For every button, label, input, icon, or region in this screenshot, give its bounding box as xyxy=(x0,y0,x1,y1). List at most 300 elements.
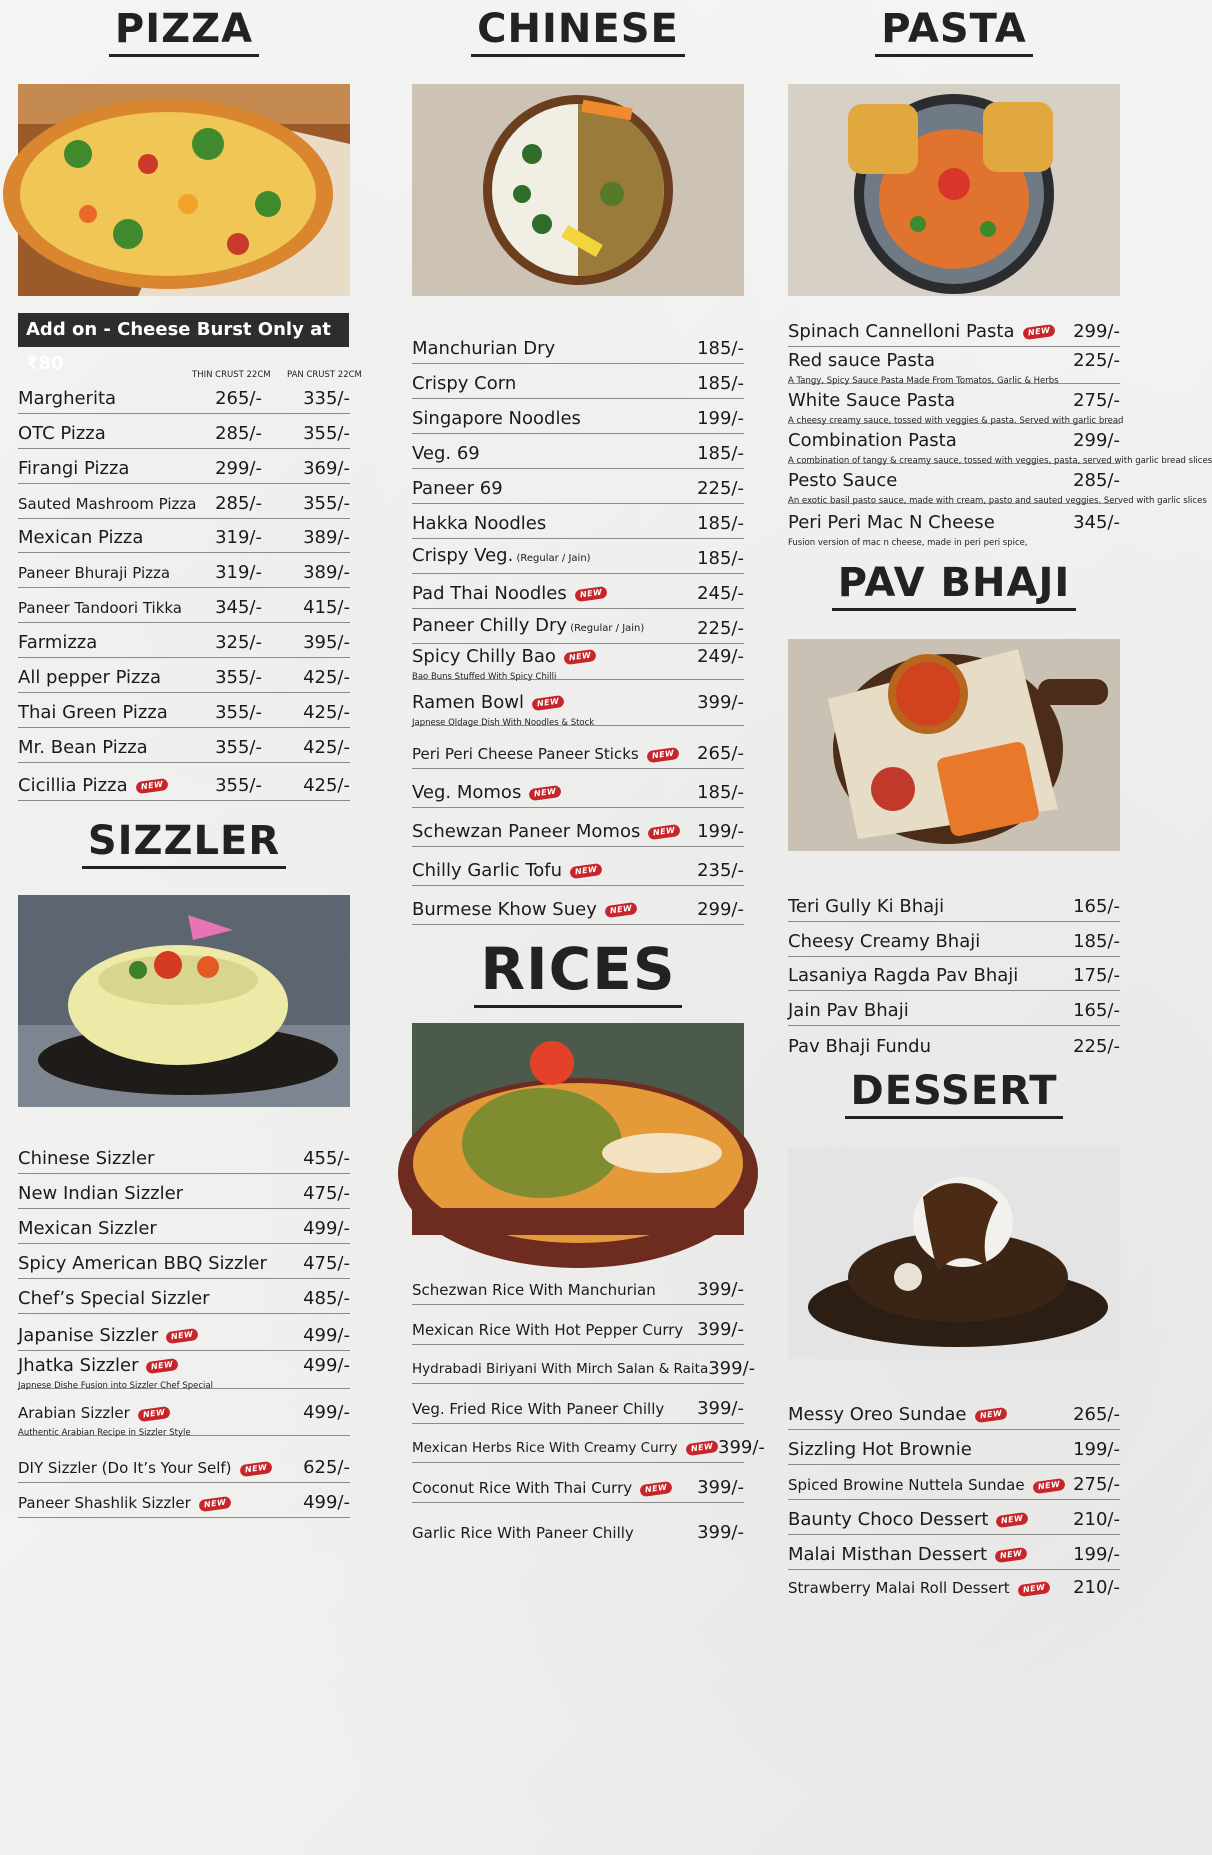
item-name-text: Paneer 69 xyxy=(412,478,503,499)
rices-item xyxy=(412,1310,744,1345)
item-name xyxy=(412,373,697,395)
item-name xyxy=(788,1439,1073,1461)
item-price: 199/- xyxy=(697,821,744,842)
item-name xyxy=(412,743,697,765)
item-name-text: Peri Peri Mac N Cheese xyxy=(788,512,995,533)
pan-crust-price: 425/- xyxy=(303,667,350,688)
item-price: 299/- xyxy=(697,899,744,920)
item-name-text: Mr. Bean Pizza xyxy=(18,737,148,758)
dessert-item xyxy=(788,1395,1120,1430)
item-name-text: Messy Oreo Sundae xyxy=(788,1404,967,1425)
item-name-text: Mexican Sizzler xyxy=(18,1218,157,1239)
pizza-item xyxy=(18,766,350,801)
item-name-text: Paneer Chilly Dry xyxy=(412,615,568,636)
item-name xyxy=(412,692,697,714)
sizzler-item xyxy=(18,1353,350,1389)
item-name-text: Hakka Noodles xyxy=(412,513,547,534)
item-name-text: Coconut Rice With Thai Curry xyxy=(412,1479,633,1497)
item-price: 225/- xyxy=(1073,1036,1120,1057)
item-description: Bao Buns Stuffed With Spicy Chilli xyxy=(412,672,557,682)
rices-item xyxy=(412,1428,765,1463)
rices-item xyxy=(412,1270,744,1305)
item-price: 249/- xyxy=(697,646,744,667)
pan-crust-price: 369/- xyxy=(303,458,350,479)
item-name-text: Mexican Pizza xyxy=(18,527,144,548)
thin-crust-price: 355/- xyxy=(215,737,262,758)
addon-banner: Add on - Cheese Burst Only at ₹80 xyxy=(18,313,349,347)
pavbhaji-item xyxy=(788,887,1120,922)
chinese-item xyxy=(412,609,744,644)
item-price: 475/- xyxy=(303,1183,350,1204)
chinese-item xyxy=(412,364,744,399)
item-price: 199/- xyxy=(697,408,744,429)
item-name-text: Mexican Rice With Hot Pepper Curry xyxy=(412,1321,684,1339)
item-name xyxy=(18,737,202,759)
thin-crust-header: THIN CRUST 22CM xyxy=(192,370,271,380)
item-name xyxy=(788,350,1073,372)
pan-crust-price: 355/- xyxy=(303,493,350,514)
item-price: 275/- xyxy=(1073,1474,1120,1495)
pan-crust-price: 389/- xyxy=(303,562,350,583)
item-name xyxy=(412,615,697,640)
rices-item xyxy=(412,1468,744,1503)
new-badge-icon: NEW xyxy=(529,785,563,801)
pasta-item xyxy=(788,388,1124,426)
item-name-text: Lasaniya Ragda Pav Bhaji xyxy=(788,965,1019,986)
item-name xyxy=(412,782,697,804)
sizzler-item xyxy=(18,1244,350,1279)
item-price: 199/- xyxy=(1073,1544,1120,1565)
rices-item xyxy=(412,1389,744,1424)
item-price: 199/- xyxy=(1073,1439,1120,1460)
pavbhaji-item xyxy=(788,956,1120,991)
item-name xyxy=(788,390,1073,412)
sizzler-item xyxy=(18,1316,350,1351)
thin-crust-price: 345/- xyxy=(215,597,262,618)
pizza-item xyxy=(18,553,350,588)
new-badge-icon: NEW xyxy=(974,1407,1008,1423)
new-badge-icon: NEW xyxy=(531,695,565,711)
item-name xyxy=(18,1148,303,1170)
item-name-text: Spinach Cannelloni Pasta xyxy=(788,321,1015,342)
item-name xyxy=(18,1253,303,1275)
rices-item xyxy=(412,1512,744,1547)
dessert-title: DESSERT xyxy=(788,1068,1120,1119)
item-price: 175/- xyxy=(1073,965,1120,986)
item-name-text: Paneer Tandoori Tikka xyxy=(18,599,182,617)
item-description: Japnese Oldage Dish With Noodles & Stock xyxy=(412,718,595,728)
item-price: 185/- xyxy=(697,782,744,803)
item-name-text: Schezwan Rice With Manchurian xyxy=(412,1281,656,1299)
item-name xyxy=(788,1474,1073,1496)
item-name xyxy=(412,1279,697,1301)
new-badge-icon: NEW xyxy=(563,649,597,665)
new-badge-icon: NEW xyxy=(996,1512,1030,1528)
item-name xyxy=(18,423,202,445)
pan-crust-header: PAN CRUST 22CM xyxy=(287,370,362,380)
chinese-item xyxy=(412,539,744,574)
pasta-item xyxy=(788,468,1207,506)
chinese-item xyxy=(412,851,744,886)
item-name-text: DIY Sizzler (Do It’s Your Self) xyxy=(18,1459,232,1477)
item-price: 265/- xyxy=(697,743,744,764)
item-price: 499/- xyxy=(303,1402,350,1423)
item-name-text: Garlic Rice With Paneer Chilly xyxy=(412,1524,634,1542)
item-name-text: Manchurian Dry xyxy=(412,338,556,359)
dessert-item xyxy=(788,1567,1120,1602)
item-name xyxy=(788,470,1073,492)
new-badge-icon: NEW xyxy=(648,824,682,840)
chinese-item xyxy=(412,574,744,609)
item-price: 210/- xyxy=(1073,1509,1120,1530)
pan-crust-price: 335/- xyxy=(303,388,350,409)
item-name-text: Arabian Sizzler xyxy=(18,1404,130,1422)
item-name xyxy=(18,1325,303,1347)
item-name-text: Singapore Noodles xyxy=(412,408,581,429)
item-name xyxy=(788,896,1073,918)
thin-crust-price: 285/- xyxy=(215,423,262,444)
item-name-text: Cicillia Pizza xyxy=(18,775,128,796)
item-name-text: Spicy Chilly Bao xyxy=(412,646,556,667)
pan-crust-price: 415/- xyxy=(303,597,350,618)
item-name xyxy=(18,632,202,654)
item-price: 165/- xyxy=(1073,1000,1120,1021)
new-badge-icon: NEW xyxy=(604,902,638,918)
sizzler-title: SIZZLER xyxy=(18,818,350,869)
item-name xyxy=(412,1398,697,1420)
item-name xyxy=(412,513,697,535)
item-name-text: Paneer Bhuraji Pizza xyxy=(18,564,171,582)
pavbhaji-item xyxy=(788,922,1120,957)
thin-crust-price: 355/- xyxy=(215,667,262,688)
dessert-item xyxy=(788,1465,1120,1500)
item-name-text: Burmese Khow Suey xyxy=(412,899,597,920)
item-name-text: Peri Peri Cheese Paneer Sticks xyxy=(412,745,639,763)
item-name xyxy=(18,527,202,549)
new-badge-icon: NEW xyxy=(574,586,608,602)
item-price: 245/- xyxy=(697,583,744,604)
item-name-text: Veg. Fried Rice With Paneer Chilly xyxy=(412,1400,665,1418)
item-price: 265/- xyxy=(1073,1404,1120,1425)
item-name-text: Strawberry Malai Roll Dessert xyxy=(788,1579,1010,1597)
new-badge-icon: NEW xyxy=(239,1460,273,1476)
chinese-photo xyxy=(412,84,744,296)
pizza-item xyxy=(18,449,350,484)
thin-crust-price: 265/- xyxy=(215,388,262,409)
item-name-text: Ramen Bowl xyxy=(412,692,524,713)
item-name xyxy=(788,1577,1073,1599)
sizzler-item xyxy=(18,1483,350,1518)
thin-crust-price: 355/- xyxy=(215,775,262,796)
item-name xyxy=(18,775,202,797)
pan-crust-price: 425/- xyxy=(303,737,350,758)
item-name xyxy=(18,702,202,724)
item-price: 399/- xyxy=(697,1319,744,1340)
item-name-text: Cheesy Creamy Bhaji xyxy=(788,931,981,952)
pizza-item xyxy=(18,518,350,553)
pizza-item xyxy=(18,379,350,414)
rices-item xyxy=(412,1349,756,1384)
item-name-text: Spiced Browine Nuttela Sundae xyxy=(788,1476,1025,1494)
item-name xyxy=(412,821,697,843)
sizzler-item xyxy=(18,1209,350,1244)
item-name-text: Pav Bhaji Fundu xyxy=(788,1036,931,1057)
chinese-item xyxy=(412,644,744,680)
item-name-text: Pesto Sauce xyxy=(788,470,898,491)
item-name-text: Teri Gully Ki Bhaji xyxy=(788,896,945,917)
item-name xyxy=(412,1319,697,1341)
sizzler-item xyxy=(18,1174,350,1209)
item-name xyxy=(412,443,697,465)
item-price: 185/- xyxy=(697,548,744,569)
thin-crust-price: 355/- xyxy=(215,702,262,723)
item-description: Authentic Arabian Recipe in Sizzler Style xyxy=(18,1428,191,1438)
item-price: 210/- xyxy=(1073,1577,1120,1598)
item-price: 399/- xyxy=(697,1522,744,1543)
item-name xyxy=(18,1355,303,1377)
item-price: 399/- xyxy=(718,1437,765,1458)
item-name xyxy=(412,860,697,882)
item-name xyxy=(18,388,202,410)
item-name-text: Combination Pasta xyxy=(788,430,957,451)
item-name xyxy=(412,1522,697,1544)
item-price: 455/- xyxy=(303,1148,350,1169)
item-price: 185/- xyxy=(697,338,744,359)
item-price: 499/- xyxy=(303,1218,350,1239)
rices-photo xyxy=(412,1023,744,1235)
item-name xyxy=(18,667,202,689)
item-description: Japnese Dishe Fusion into Sizzler Chef Special xyxy=(18,1381,213,1391)
item-name xyxy=(788,931,1073,953)
item-description: Fusion version of mac n cheese, made in peri peri spice, xyxy=(788,538,1028,548)
item-price: 185/- xyxy=(697,373,744,394)
chinese-item xyxy=(412,329,744,364)
item-price: 185/- xyxy=(697,513,744,534)
item-name xyxy=(18,1218,303,1240)
item-price: 499/- xyxy=(303,1355,350,1376)
item-price: 345/- xyxy=(1073,512,1120,533)
item-name-text: Malai Misthan Dessert xyxy=(788,1544,988,1565)
pasta-title: PASTA xyxy=(788,6,1120,57)
item-price: 399/- xyxy=(708,1358,756,1379)
item-name xyxy=(412,1358,708,1380)
chinese-item xyxy=(412,690,744,726)
item-name-text: Chef’s Special Sizzler xyxy=(18,1288,210,1309)
item-name xyxy=(788,430,1073,452)
pavbhaji-item xyxy=(788,1026,1120,1061)
chinese-item xyxy=(412,890,744,925)
item-name-text: Sizzling Hot Brownie xyxy=(788,1439,972,1460)
thin-crust-price: 285/- xyxy=(215,493,262,514)
pizza-item xyxy=(18,588,350,623)
item-name xyxy=(18,1492,303,1514)
item-name-text: Veg. Momos xyxy=(412,782,522,803)
item-price: 275/- xyxy=(1073,390,1120,411)
item-name-text: Crispy Corn xyxy=(412,373,517,394)
item-price: 235/- xyxy=(697,860,744,881)
item-price: 285/- xyxy=(1073,470,1120,491)
new-badge-icon: NEW xyxy=(685,1440,719,1456)
sizzler-photo xyxy=(18,895,350,1107)
pasta-item xyxy=(788,348,1120,384)
thin-crust-price: 319/- xyxy=(215,562,262,583)
item-price: 399/- xyxy=(697,692,744,713)
item-name xyxy=(412,408,697,430)
item-description: A Tangy, Spicy Sauce Pasta Made From Tomatos, Garlic & Herbs xyxy=(788,376,1059,386)
dessert-item xyxy=(788,1500,1120,1535)
item-price: 225/- xyxy=(697,478,744,499)
item-price: 299/- xyxy=(1073,321,1120,342)
pasta-item xyxy=(788,312,1120,347)
new-badge-icon: NEW xyxy=(135,778,169,794)
pasta-item xyxy=(788,428,1212,466)
chinese-item xyxy=(412,812,744,847)
item-name xyxy=(788,1036,1073,1058)
chinese-item xyxy=(412,399,744,434)
pizza-item xyxy=(18,414,350,449)
chinese-item xyxy=(412,434,744,469)
item-price: 225/- xyxy=(1073,350,1120,371)
new-badge-icon: NEW xyxy=(646,746,680,762)
sizzler-item xyxy=(18,1139,350,1174)
item-tag: (Regular / Jain) xyxy=(567,623,645,634)
item-name xyxy=(412,478,697,500)
pizza-title: PIZZA xyxy=(18,6,350,57)
pizza-photo xyxy=(18,84,350,296)
item-name-text: Thai Green Pizza xyxy=(18,702,168,723)
item-description: A cheesy creamy sauce, tossed with veggies & pasta. Served with garlic bread xyxy=(788,416,1124,426)
item-name xyxy=(412,338,697,360)
item-price: 399/- xyxy=(697,1477,744,1498)
chinese-item xyxy=(412,469,744,504)
item-name xyxy=(788,321,1073,343)
item-price: 399/- xyxy=(697,1279,744,1300)
dessert-photo xyxy=(788,1147,1120,1359)
item-name-text: Sauted Mashroom Pizza xyxy=(18,495,197,513)
pizza-item xyxy=(18,484,350,519)
item-name xyxy=(788,512,1073,534)
pavbhaji-item xyxy=(788,991,1120,1026)
item-name xyxy=(18,458,202,480)
item-name xyxy=(412,646,697,668)
item-name xyxy=(412,583,697,605)
item-name-text: Japanise Sizzler xyxy=(18,1325,159,1346)
item-name-text: Firangi Pizza xyxy=(18,458,130,479)
item-name xyxy=(18,1288,303,1310)
thin-crust-price: 319/- xyxy=(215,527,262,548)
item-name-text: Chinese Sizzler xyxy=(18,1148,155,1169)
item-name-text: Pad Thai Noodles xyxy=(412,583,567,604)
item-name xyxy=(18,1183,303,1205)
item-name xyxy=(18,1402,303,1424)
item-price: 185/- xyxy=(1073,931,1120,952)
item-price: 225/- xyxy=(697,618,744,639)
item-name-text: Hydrabadi Biriyani With Mirch Salan & Raita xyxy=(412,1361,709,1377)
new-badge-icon: NEW xyxy=(137,1405,171,1421)
pan-crust-price: 425/- xyxy=(303,775,350,796)
item-price: 485/- xyxy=(303,1288,350,1309)
thin-crust-price: 325/- xyxy=(215,632,262,653)
item-name xyxy=(18,562,202,584)
item-price: 625/- xyxy=(303,1457,350,1478)
item-name-text: Veg. 69 xyxy=(412,443,480,464)
new-badge-icon: NEW xyxy=(1022,324,1056,340)
chinese-item xyxy=(412,734,744,769)
item-name-text: All pepper Pizza xyxy=(18,667,161,688)
item-name xyxy=(788,1000,1073,1022)
item-name xyxy=(788,965,1073,987)
chinese-title: CHINESE xyxy=(412,6,744,57)
item-name xyxy=(18,1457,303,1479)
item-name xyxy=(18,597,202,619)
new-badge-icon: NEW xyxy=(1032,1477,1066,1493)
dessert-item xyxy=(788,1430,1120,1465)
pizza-item xyxy=(18,658,350,693)
item-name-text: Baunty Choco Dessert xyxy=(788,1509,989,1530)
new-badge-icon: NEW xyxy=(569,863,603,879)
sizzler-item xyxy=(18,1400,350,1436)
item-name xyxy=(788,1404,1073,1426)
item-name-text: Schewzan Paneer Momos xyxy=(412,821,641,842)
item-name-text: Jain Pav Bhaji xyxy=(788,1000,909,1021)
new-badge-icon: NEW xyxy=(166,1328,200,1344)
item-price: 499/- xyxy=(303,1492,350,1513)
pan-crust-price: 395/- xyxy=(303,632,350,653)
item-name-text: Crispy Veg. xyxy=(412,545,514,566)
chinese-item xyxy=(412,773,744,808)
item-name xyxy=(412,1477,697,1499)
pan-crust-price: 355/- xyxy=(303,423,350,444)
pavbhaji-title: PAV BHAJI xyxy=(788,560,1120,611)
dessert-item xyxy=(788,1535,1120,1570)
rices-title: RICES xyxy=(412,935,744,1008)
pasta-photo xyxy=(788,84,1120,296)
pizza-item xyxy=(18,728,350,763)
item-name-text: Jhatka Sizzler xyxy=(18,1355,139,1376)
item-price: 165/- xyxy=(1073,896,1120,917)
item-name-text: White Sauce Pasta xyxy=(788,390,956,411)
item-description: An exotic basil pasto sauce, made with cream, pasto and sauted veggies. Served with garlic slices xyxy=(788,496,1207,506)
item-price: 299/- xyxy=(1073,430,1120,451)
sizzler-item xyxy=(18,1279,350,1314)
sizzler-item xyxy=(18,1448,350,1483)
item-price: 475/- xyxy=(303,1253,350,1274)
item-name-text: New Indian Sizzler xyxy=(18,1183,184,1204)
item-name-text: Paneer Shashlik Sizzler xyxy=(18,1494,191,1512)
item-name-text: Spicy American BBQ Sizzler xyxy=(18,1253,267,1274)
item-name-text: Margherita xyxy=(18,388,117,409)
item-name xyxy=(412,545,697,570)
item-name-text: OTC Pizza xyxy=(18,423,106,444)
pavbhaji-photo xyxy=(788,639,1120,851)
item-name-text: Farmizza xyxy=(18,632,98,653)
item-name xyxy=(788,1509,1073,1531)
item-price: 185/- xyxy=(697,443,744,464)
new-badge-icon: NEW xyxy=(146,1358,180,1374)
item-tag: (Regular / Jain) xyxy=(513,553,591,564)
pizza-item xyxy=(18,623,350,658)
thin-crust-price: 299/- xyxy=(215,458,262,479)
item-name-text: Red sauce Pasta xyxy=(788,350,935,371)
item-price: 499/- xyxy=(303,1325,350,1346)
new-badge-icon: NEW xyxy=(1017,1580,1051,1596)
item-price: 399/- xyxy=(697,1398,744,1419)
item-description: A combination of tangy & creamy sauce, tossed with veggies, pasta, served with garlic bread slices xyxy=(788,456,1212,466)
new-badge-icon: NEW xyxy=(198,1495,232,1511)
pan-crust-price: 425/- xyxy=(303,702,350,723)
new-badge-icon: NEW xyxy=(639,1480,673,1496)
item-name-text: Mexican Herbs Rice With Creamy Curry xyxy=(412,1440,678,1456)
